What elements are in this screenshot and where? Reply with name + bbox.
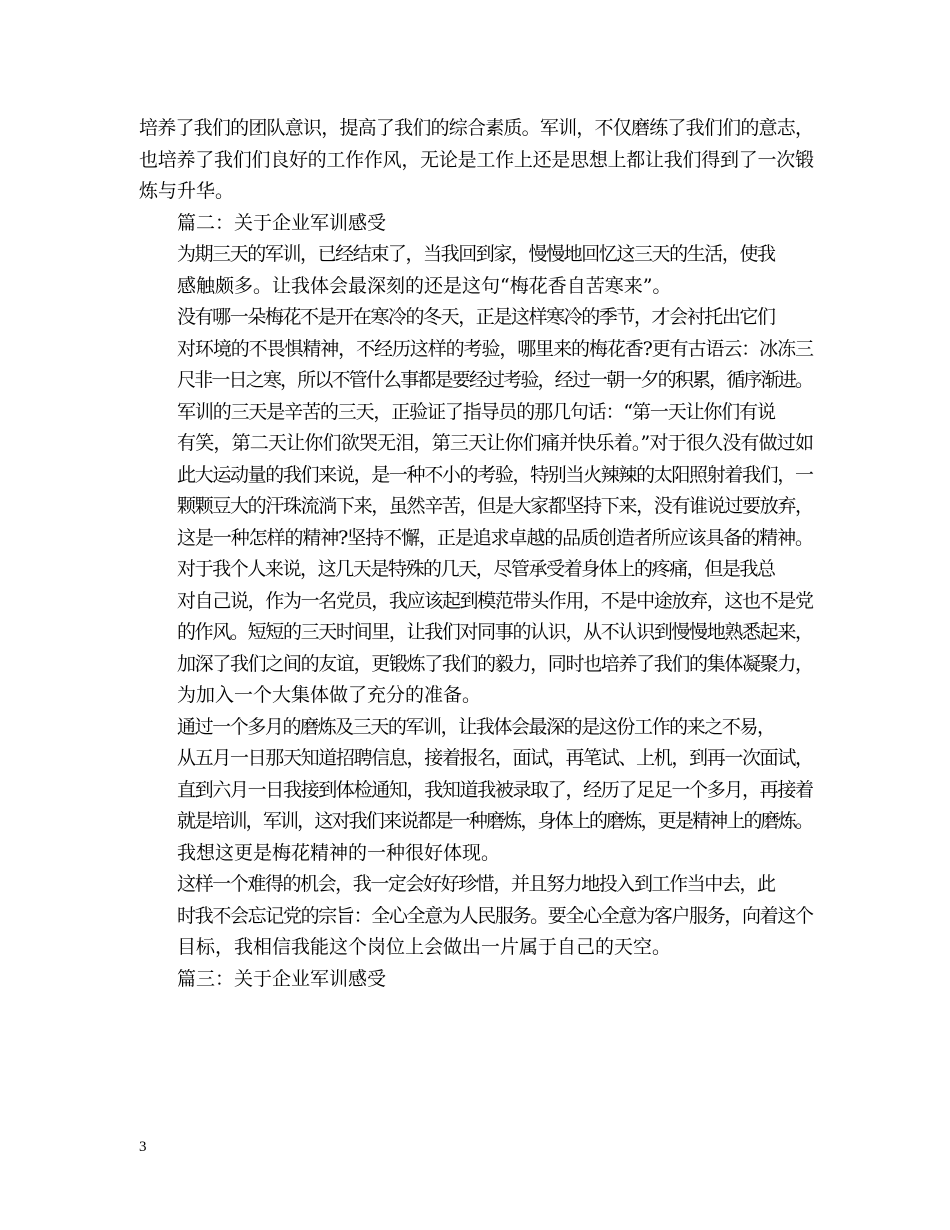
text-line: 尺非一日之寒，所以不管什么事都是要经过考验，经过一朝一夕的积累，循序渐进。 [177, 369, 813, 391]
paragraph [139, 302, 814, 397]
text-line: 时我不会忘记党的宗旨：全心全意为人民服务。要全心全意为客户服务，向着这个 [177, 904, 813, 927]
text-line: 我想这更是梅花精神的一种很好体现。 [177, 841, 501, 864]
text-line: 通过一个多月的磨炼及三天的军训，让我体会最深的是这份工作的来之不易， [177, 715, 775, 738]
text-line: 此大运动量的我们来说，是一种不小的考验，特别当火辣辣的太阳照射着我们，一 [177, 463, 813, 486]
text-line: 的作风。短短的三天时间里，让我们对同事的认识，从不认识到慢慢地熟悉起来， [177, 621, 813, 643]
paragraph [139, 397, 814, 555]
paragraph [139, 712, 814, 870]
page-number: 3 [139, 1139, 147, 1155]
paragraph [139, 208, 814, 240]
text-line: 直到六月一日我接到体检通知，我知道我被录取了，经历了足足一个多月，再接着 [177, 778, 813, 801]
text-line: 没有哪一朵梅花不是开在寒冷的冬天，正是这样寒冷的季节，才会衬托出它们 [177, 306, 775, 328]
document-body [139, 113, 814, 995]
text-line: 篇三：关于企业军训感受 [177, 967, 387, 990]
text-line: 颗颗豆大的汗珠流淌下来，虽然辛苦，但是大家都坚持下来，没有谁说过要放弃， [177, 495, 813, 517]
text-line: 就是培训，军训，这对我们来说都是一种磨炼，身体上的磨炼，更是精神上的磨炼。 [177, 810, 813, 832]
text-line: 为加入一个大集体做了充分的准备。 [177, 684, 482, 706]
text-line: 这样一个难得的机会，我一定会好好珍惜，并且努力地投入到工作当中去，此 [177, 873, 775, 895]
text-line: 加深了我们之间的友谊，更锻炼了我们的毅力，同时也培养了我们的集体凝聚力， [177, 652, 813, 675]
paragraph [139, 113, 814, 208]
text-line: 对环境的不畏惧精神，不经历这样的考验，哪里来的梅花香?更有古语云：冰冻三 [177, 337, 813, 360]
text-line: 为期三天的军训，已经结束了，当我回到家，慢慢地回忆这三天的生活，使我 [177, 243, 775, 265]
paragraph [139, 239, 814, 302]
text-line: 有笑，第二天让你们欲哭无泪，第三天让你们痛并快乐着。”对于很久没有做过如 [177, 432, 814, 454]
text-line: 培养了我们的团队意识，提高了我们的综合素质。军训，不仅磨练了我们们的意志， [139, 117, 814, 139]
text-line: 也培养了我们们良好的工作作风，无论是工作上还是思想上都让我们得到了一次锻 [139, 148, 814, 171]
paragraph [139, 869, 814, 964]
text-line: 篇二：关于企业军训感受 [177, 211, 387, 234]
text-line: 这是一种怎样的精神?坚持不懈，正是追求卓越的品质创造者所应该具备的精神。 [177, 526, 813, 549]
text-line: 目标，我相信我能这个岗位上会做出一片属于自己的天空。 [177, 936, 672, 958]
text-line: 对于我个人来说，这几天是特殊的几天，尽管承受着身体上的疼痛，但是我总 [177, 558, 775, 580]
paragraph [139, 964, 814, 996]
text-line: 炼与升华。 [139, 180, 235, 202]
text-line: 对自己说，作为一名党员，我应该起到模范带头作用，不是中途放弃，这也不是党 [177, 589, 813, 612]
text-line: 军训的三天是辛苦的三天，正验证了指导员的那几句话：“第一天让你们有说 [177, 400, 775, 423]
paragraph [139, 554, 814, 712]
text-line: 从五月一日那天知道招聘信息，接着报名，面试，再笔试、上机，到再一次面试， [177, 747, 813, 769]
text-line: 感触颇多。让我体会最深刻的还是这句“梅花香自苦寒来”。 [177, 274, 672, 297]
